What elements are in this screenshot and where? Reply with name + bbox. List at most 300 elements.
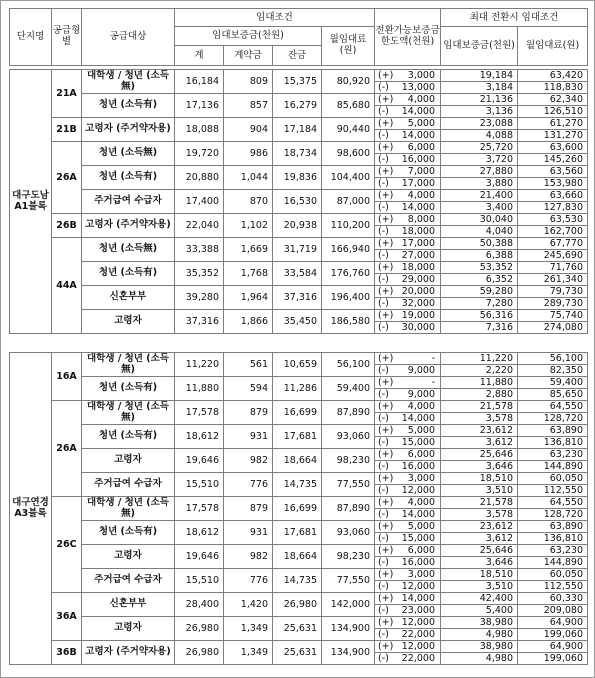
monthly-rent: 134,900 (322, 641, 375, 665)
deposit-balance: 17,681 (273, 425, 322, 449)
plus-sign: (+) (375, 286, 395, 298)
max-monthly-minus: 144,890 (518, 461, 588, 473)
plus-sign: (+) (375, 142, 395, 154)
max-deposit-minus: 3,612 (441, 533, 518, 545)
deposit-balance: 33,584 (273, 262, 322, 286)
minus-sign: (-) (375, 533, 395, 545)
header-max-monthly: 월임대료(원) (518, 27, 588, 66)
max-monthly-plus: 63,230 (518, 449, 588, 461)
table-row (10, 545, 588, 557)
convertible-minus: 23,000 (395, 605, 441, 617)
plus-sign: (+) (375, 353, 395, 365)
convertible-minus: 32,000 (395, 298, 441, 310)
convertible-minus: 18,000 (395, 226, 441, 238)
convertible-plus: 6,000 (395, 545, 441, 557)
deposit-down: 1,866 (224, 310, 273, 334)
convertible-minus: 16,000 (395, 557, 441, 569)
deposit-total: 19,646 (175, 545, 224, 569)
max-deposit-plus: 56,316 (441, 310, 518, 322)
convertible-minus: 30,000 (395, 322, 441, 334)
target-name: 청년 (소득有) (82, 166, 175, 190)
deposit-balance: 14,735 (273, 473, 322, 497)
type-code: 16A (52, 353, 82, 401)
max-deposit-plus: 18,510 (441, 473, 518, 485)
convertible-minus: 29,000 (395, 274, 441, 286)
deposit-down: 931 (224, 521, 273, 545)
plus-sign: (+) (375, 70, 395, 82)
table-row (10, 497, 588, 509)
max-deposit-minus: 4,980 (441, 629, 518, 641)
convertible-plus: 14,000 (395, 593, 441, 605)
max-monthly-plus: 63,530 (518, 214, 588, 226)
deposit-total: 11,880 (175, 377, 224, 401)
max-monthly-plus: 63,560 (518, 166, 588, 178)
convertible-minus: 12,000 (395, 581, 441, 593)
table-header (9, 8, 588, 66)
convertible-plus: 7,000 (395, 166, 441, 178)
max-monthly-minus: 289,730 (518, 298, 588, 310)
monthly-rent: 142,000 (322, 593, 375, 617)
minus-sign: (-) (375, 82, 395, 94)
max-deposit-plus: 23,612 (441, 425, 518, 437)
target-name: 청년 (소득無) (82, 238, 175, 262)
minus-sign: (-) (375, 365, 395, 377)
table-row (10, 617, 588, 629)
max-deposit-plus: 21,578 (441, 401, 518, 413)
deposit-down: 879 (224, 401, 273, 425)
table-row (10, 142, 588, 154)
max-monthly-minus: 274,080 (518, 322, 588, 334)
plus-sign: (+) (375, 473, 395, 485)
convertible-plus: 19,000 (395, 310, 441, 322)
monthly-rent: 77,550 (322, 569, 375, 593)
max-monthly-plus: 63,600 (518, 142, 588, 154)
target-name: 고령자 (82, 449, 175, 473)
monthly-rent: 93,060 (322, 425, 375, 449)
deposit-balance: 35,450 (273, 310, 322, 334)
max-monthly-minus: 136,810 (518, 437, 588, 449)
max-deposit-plus: 25,646 (441, 449, 518, 461)
table-row (10, 401, 588, 413)
target-name: 고령자 (주거약자용) (82, 118, 175, 142)
header-total: 계 (175, 46, 224, 66)
target-name: 고령자 (주거약자용) (82, 214, 175, 238)
deposit-balance: 25,631 (273, 641, 322, 665)
minus-sign: (-) (375, 485, 395, 497)
convertible-plus: 20,000 (395, 286, 441, 298)
monthly-rent: 85,680 (322, 94, 375, 118)
max-monthly-minus: 199,060 (518, 653, 588, 665)
monthly-rent: 98,230 (322, 545, 375, 569)
deposit-balance: 26,980 (273, 593, 322, 617)
max-monthly-plus: 62,340 (518, 94, 588, 106)
max-deposit-plus: 21,136 (441, 94, 518, 106)
convertible-plus: 3,000 (395, 569, 441, 581)
minus-sign: (-) (375, 130, 395, 142)
monthly-rent: 77,550 (322, 473, 375, 497)
convertible-minus: 15,000 (395, 437, 441, 449)
max-monthly-plus: 60,050 (518, 569, 588, 581)
minus-sign: (-) (375, 461, 395, 473)
deposit-total: 15,510 (175, 569, 224, 593)
convertible-plus: 6,000 (395, 449, 441, 461)
convertible-plus: 4,000 (395, 190, 441, 202)
deposit-down: 982 (224, 449, 273, 473)
deposit-down: 879 (224, 497, 273, 521)
max-monthly-minus: 127,830 (518, 202, 588, 214)
deposit-down: 1,964 (224, 286, 273, 310)
max-deposit-plus: 23,088 (441, 118, 518, 130)
table-row (10, 569, 588, 581)
minus-sign: (-) (375, 605, 395, 617)
deposit-down: 776 (224, 473, 273, 497)
deposit-down: 1,349 (224, 641, 273, 665)
convertible-plus: 17,000 (395, 238, 441, 250)
deposit-balance: 16,530 (273, 190, 322, 214)
minus-sign: (-) (375, 202, 395, 214)
target-name: 대학생 / 청년 (소득無) (82, 401, 175, 425)
plus-sign: (+) (375, 94, 395, 106)
convertible-plus: 5,000 (395, 425, 441, 437)
type-code: 26C (52, 497, 82, 593)
target-name: 청년 (소득無) (82, 142, 175, 166)
convertible-plus: 4,000 (395, 94, 441, 106)
deposit-down: 931 (224, 425, 273, 449)
header-down: 계약금 (224, 46, 273, 66)
monthly-rent: 87,890 (322, 497, 375, 521)
convertible-minus: 14,000 (395, 202, 441, 214)
convertible-minus: 13,000 (395, 82, 441, 94)
max-deposit-minus: 3,510 (441, 485, 518, 497)
max-monthly-minus: 128,720 (518, 413, 588, 425)
max-monthly-plus: 64,900 (518, 617, 588, 629)
type-code: 36A (52, 593, 82, 641)
table-row (10, 473, 588, 485)
deposit-down: 1,102 (224, 214, 273, 238)
deposit-total: 22,040 (175, 214, 224, 238)
header-target: 공급대상 (82, 9, 175, 66)
plus-sign: (+) (375, 310, 395, 322)
minus-sign: (-) (375, 322, 395, 334)
plus-sign: (+) (375, 238, 395, 250)
convertible-plus: 8,000 (395, 214, 441, 226)
max-monthly-minus: 261,340 (518, 274, 588, 286)
type-code: 44A (52, 238, 82, 334)
max-deposit-minus: 7,280 (441, 298, 518, 310)
header-complex: 단지명 (10, 9, 52, 66)
max-deposit-plus: 42,400 (441, 593, 518, 605)
deposit-total: 16,184 (175, 70, 224, 94)
convertible-plus: 4,000 (395, 401, 441, 413)
convertible-minus: 12,000 (395, 485, 441, 497)
monthly-rent: 104,400 (322, 166, 375, 190)
max-deposit-plus: 11,220 (441, 353, 518, 365)
monthly-rent: 90,440 (322, 118, 375, 142)
max-deposit-minus: 2,880 (441, 389, 518, 401)
max-deposit-plus: 21,578 (441, 497, 518, 509)
table-row (10, 286, 588, 298)
target-name: 청년 (소득有) (82, 377, 175, 401)
minus-sign: (-) (375, 413, 395, 425)
max-monthly-minus: 112,550 (518, 485, 588, 497)
target-name: 신혼부부 (82, 593, 175, 617)
max-deposit-plus: 59,280 (441, 286, 518, 298)
deposit-total: 26,980 (175, 617, 224, 641)
monthly-rent: 186,580 (322, 310, 375, 334)
header-convertible: 전환가능보증금한도액(천원) (375, 9, 441, 66)
monthly-rent: 93,060 (322, 521, 375, 545)
plus-sign: (+) (375, 214, 395, 226)
max-deposit-minus: 3,136 (441, 106, 518, 118)
deposit-balance: 10,659 (273, 353, 322, 377)
convertible-minus: 9,000 (395, 365, 441, 377)
convertible-plus: 4,000 (395, 497, 441, 509)
minus-sign: (-) (375, 629, 395, 641)
minus-sign: (-) (375, 250, 395, 262)
plus-sign: (+) (375, 401, 395, 413)
type-code: 26B (52, 214, 82, 238)
max-deposit-plus: 38,980 (441, 641, 518, 653)
table-row (10, 238, 588, 250)
table-row (10, 521, 588, 533)
deposit-balance: 31,719 (273, 238, 322, 262)
monthly-rent: 98,230 (322, 449, 375, 473)
deposit-balance: 18,664 (273, 545, 322, 569)
header-deposit: 임대보증금(천원) (175, 27, 322, 46)
deposit-down: 986 (224, 142, 273, 166)
monthly-rent: 110,200 (322, 214, 375, 238)
table-row (10, 377, 588, 389)
target-name: 청년 (소득有) (82, 94, 175, 118)
deposit-down: 1,349 (224, 617, 273, 641)
deposit-down: 1,044 (224, 166, 273, 190)
deposit-balance: 19,836 (273, 166, 322, 190)
monthly-rent: 176,760 (322, 262, 375, 286)
convertible-minus: 15,000 (395, 533, 441, 545)
target-name: 대학생 / 청년 (소득無) (82, 353, 175, 377)
complex-name: 대구도남 A1블록 (10, 70, 52, 334)
table-row (10, 425, 588, 437)
target-name: 대학생 / 청년 (소득無) (82, 497, 175, 521)
plus-sign: (+) (375, 166, 395, 178)
deposit-total: 18,612 (175, 521, 224, 545)
max-monthly-minus: 144,890 (518, 557, 588, 569)
target-name: 신혼부부 (82, 286, 175, 310)
deposit-balance: 16,279 (273, 94, 322, 118)
max-monthly-minus: 112,550 (518, 581, 588, 593)
deposit-total: 18,088 (175, 118, 224, 142)
deposit-balance: 11,286 (273, 377, 322, 401)
deposit-total: 18,612 (175, 425, 224, 449)
plus-sign: (+) (375, 545, 395, 557)
deposit-total: 17,578 (175, 401, 224, 425)
max-monthly-minus: 162,700 (518, 226, 588, 238)
minus-sign: (-) (375, 178, 395, 190)
max-deposit-plus: 53,352 (441, 262, 518, 274)
plus-sign: (+) (375, 569, 395, 581)
max-monthly-plus: 56,100 (518, 353, 588, 365)
deposit-down: 1,420 (224, 593, 273, 617)
max-monthly-minus: 145,260 (518, 154, 588, 166)
plus-sign: (+) (375, 641, 395, 653)
max-monthly-plus: 64,900 (518, 641, 588, 653)
minus-sign: (-) (375, 274, 395, 286)
table-row (10, 166, 588, 178)
target-name: 주거급여 수급자 (82, 473, 175, 497)
minus-sign: (-) (375, 437, 395, 449)
monthly-rent: 166,940 (322, 238, 375, 262)
table-row (10, 70, 588, 82)
deposit-total: 39,280 (175, 286, 224, 310)
deposit-down: 594 (224, 377, 273, 401)
max-monthly-plus: 63,230 (518, 545, 588, 557)
convertible-minus: 14,000 (395, 509, 441, 521)
max-deposit-plus: 18,510 (441, 569, 518, 581)
max-monthly-plus: 59,400 (518, 377, 588, 389)
plus-sign: (+) (375, 593, 395, 605)
target-name: 청년 (소득有) (82, 262, 175, 286)
type-code: 21B (52, 118, 82, 142)
plus-sign: (+) (375, 617, 395, 629)
max-monthly-minus: 85,650 (518, 389, 588, 401)
target-name: 주거급여 수급자 (82, 569, 175, 593)
max-deposit-plus: 11,880 (441, 377, 518, 389)
deposit-balance: 15,375 (273, 70, 322, 94)
deposit-balance: 20,938 (273, 214, 322, 238)
convertible-plus: 5,000 (395, 118, 441, 130)
monthly-rent: 134,900 (322, 617, 375, 641)
plus-sign: (+) (375, 190, 395, 202)
minus-sign: (-) (375, 653, 395, 665)
max-monthly-plus: 67,770 (518, 238, 588, 250)
max-deposit-minus: 6,352 (441, 274, 518, 286)
minus-sign: (-) (375, 154, 395, 166)
max-deposit-minus: 3,184 (441, 82, 518, 94)
convertible-minus: 16,000 (395, 461, 441, 473)
deposit-total: 17,578 (175, 497, 224, 521)
max-monthly-minus: 153,980 (518, 178, 588, 190)
convertible-minus: 14,000 (395, 413, 441, 425)
table-row (10, 593, 588, 605)
deposit-down: 776 (224, 569, 273, 593)
minus-sign: (-) (375, 509, 395, 521)
max-monthly-plus: 64,550 (518, 401, 588, 413)
deposit-down: 561 (224, 353, 273, 377)
convertible-plus: 5,000 (395, 521, 441, 533)
header-lease-conditions: 임대조건 (175, 9, 375, 27)
deposit-total: 19,720 (175, 142, 224, 166)
table-row (10, 449, 588, 461)
max-deposit-minus: 3,612 (441, 437, 518, 449)
plus-sign: (+) (375, 377, 395, 389)
max-monthly-plus: 79,730 (518, 286, 588, 298)
table-row (10, 118, 588, 130)
deposit-balance: 16,699 (273, 497, 322, 521)
plus-sign: (+) (375, 449, 395, 461)
table-row (10, 214, 588, 226)
deposit-down: 857 (224, 94, 273, 118)
max-monthly-minus: 128,720 (518, 509, 588, 521)
deposit-total: 37,316 (175, 310, 224, 334)
max-deposit-plus: 23,612 (441, 521, 518, 533)
deposit-down: 809 (224, 70, 273, 94)
plus-sign: (+) (375, 521, 395, 533)
monthly-rent: 98,600 (322, 142, 375, 166)
max-deposit-minus: 3,510 (441, 581, 518, 593)
deposit-total: 33,388 (175, 238, 224, 262)
deposit-down: 982 (224, 545, 273, 569)
deposit-balance: 18,664 (273, 449, 322, 473)
convertible-plus: 3,000 (395, 473, 441, 485)
type-code: 26A (52, 401, 82, 497)
deposit-balance: 37,316 (273, 286, 322, 310)
max-monthly-minus: 136,810 (518, 533, 588, 545)
max-monthly-plus: 61,270 (518, 118, 588, 130)
deposit-total: 28,400 (175, 593, 224, 617)
deposit-total: 35,352 (175, 262, 224, 286)
monthly-rent: 59,400 (322, 377, 375, 401)
header-monthly: 월임대료(원) (322, 27, 375, 66)
max-monthly-minus: 209,080 (518, 605, 588, 617)
block-table-yeongyeong (9, 352, 588, 665)
convertible-minus: 22,000 (395, 629, 441, 641)
convertible-minus: 16,000 (395, 154, 441, 166)
max-deposit-minus: 3,646 (441, 461, 518, 473)
max-deposit-minus: 4,980 (441, 653, 518, 665)
convertible-plus: - (395, 353, 441, 365)
table-row (10, 190, 588, 202)
deposit-down: 904 (224, 118, 273, 142)
max-deposit-minus: 3,400 (441, 202, 518, 214)
max-deposit-minus: 3,880 (441, 178, 518, 190)
max-deposit-plus: 30,040 (441, 214, 518, 226)
max-deposit-plus: 19,184 (441, 70, 518, 82)
target-name: 고령자 (82, 310, 175, 334)
monthly-rent: 196,400 (322, 286, 375, 310)
deposit-total: 15,510 (175, 473, 224, 497)
table-row (10, 641, 588, 653)
deposit-balance: 25,631 (273, 617, 322, 641)
deposit-total: 26,980 (175, 641, 224, 665)
header-type: 공급형별 (52, 9, 82, 66)
convertible-plus: 18,000 (395, 262, 441, 274)
max-deposit-plus: 27,880 (441, 166, 518, 178)
max-monthly-minus: 126,510 (518, 106, 588, 118)
max-monthly-minus: 245,690 (518, 250, 588, 262)
max-deposit-minus: 4,088 (441, 130, 518, 142)
max-monthly-minus: 131,270 (518, 130, 588, 142)
plus-sign: (+) (375, 118, 395, 130)
max-deposit-minus: 3,578 (441, 413, 518, 425)
max-deposit-plus: 38,980 (441, 617, 518, 629)
convertible-plus: 12,000 (395, 617, 441, 629)
block-table-dongnam (9, 69, 588, 334)
max-deposit-minus: 5,400 (441, 605, 518, 617)
max-deposit-plus: 25,720 (441, 142, 518, 154)
monthly-rent: 87,000 (322, 190, 375, 214)
max-deposit-plus: 50,388 (441, 238, 518, 250)
max-deposit-minus: 4,040 (441, 226, 518, 238)
type-code: 21A (52, 70, 82, 118)
deposit-total: 20,880 (175, 166, 224, 190)
target-name: 대학생 / 청년 (소득無) (82, 70, 175, 94)
plus-sign: (+) (375, 425, 395, 437)
deposit-down: 870 (224, 190, 273, 214)
plus-sign: (+) (375, 262, 395, 274)
max-monthly-minus: 199,060 (518, 629, 588, 641)
target-name: 고령자 (82, 617, 175, 641)
convertible-minus: 27,000 (395, 250, 441, 262)
